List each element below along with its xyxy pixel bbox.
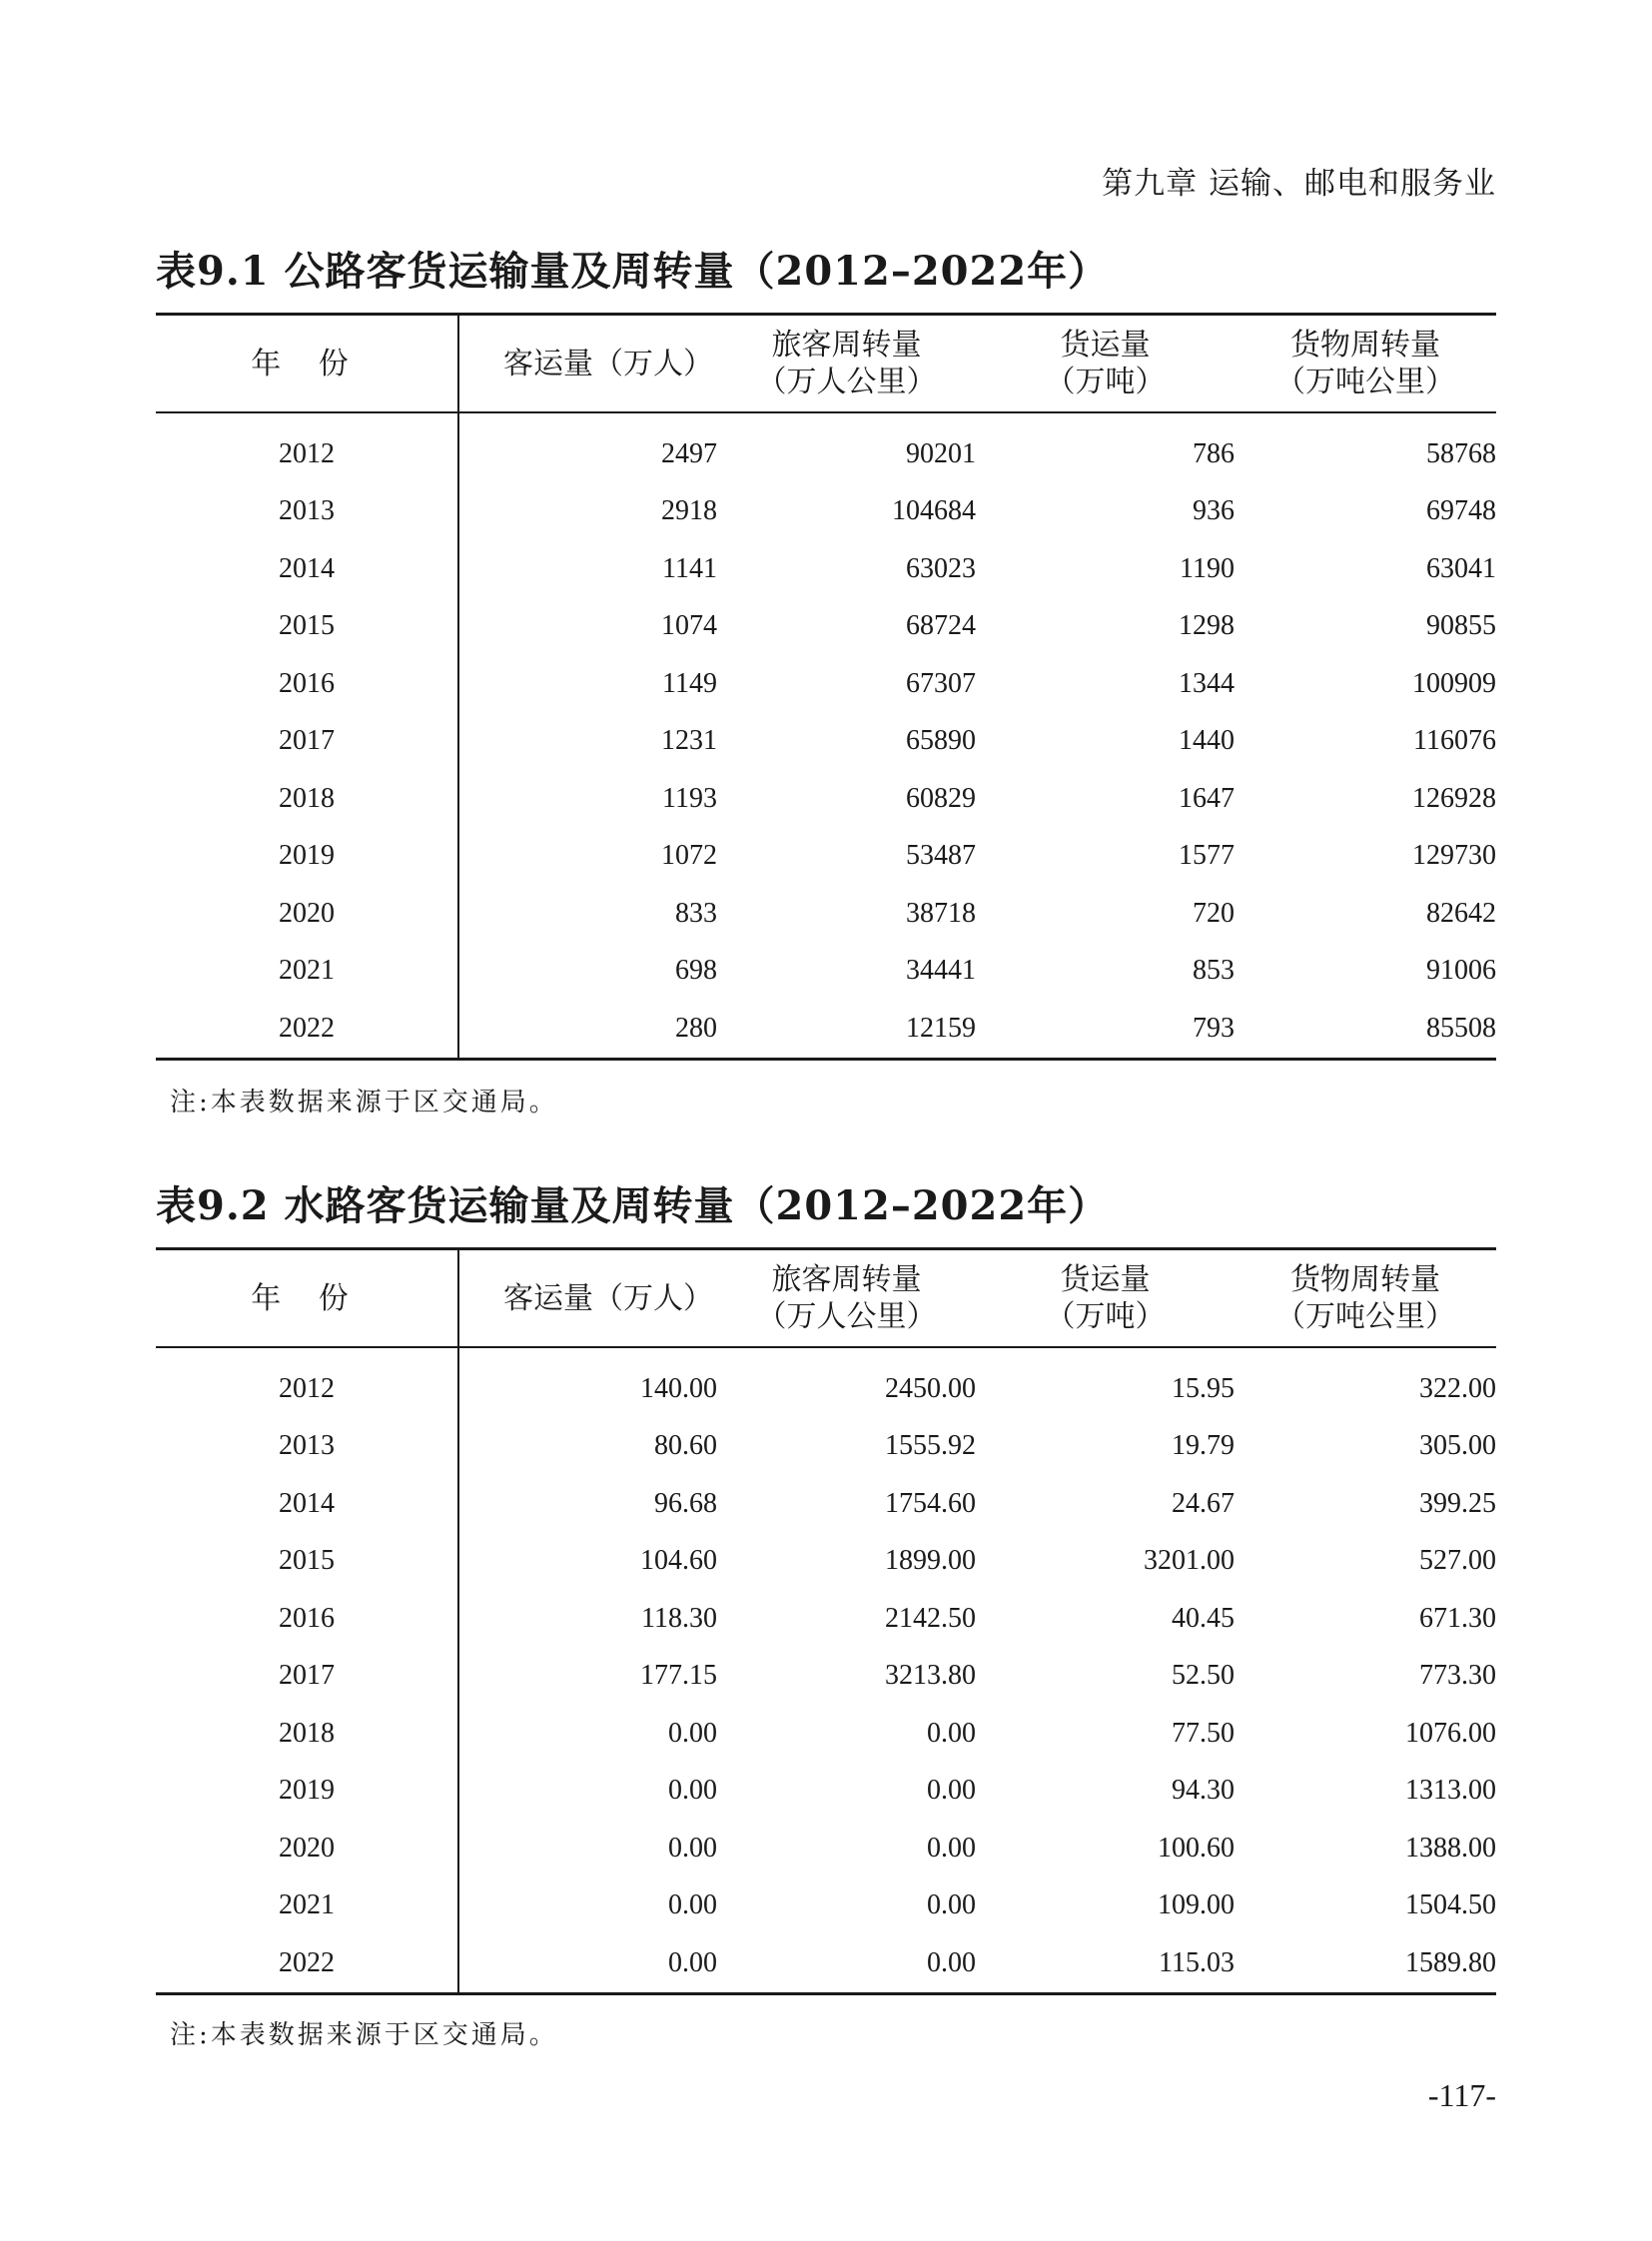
- passengers-cell: 0.00: [458, 1934, 717, 1993]
- page-number: -117-: [1427, 2077, 1496, 2113]
- table-row: [156, 1705, 1496, 1763]
- passengers-cell: 2918: [661, 495, 717, 527]
- passenger-km-cell: 0.00: [927, 1889, 976, 1921]
- year-cell: 2018: [156, 770, 458, 828]
- passengers-cell: 0.00: [668, 1775, 717, 1807]
- passengers-cell: 140.00: [640, 1372, 717, 1404]
- freight-km-cell: 69748: [1426, 495, 1496, 527]
- column-header-freight: [976, 315, 1235, 413]
- freight-cell: 24.67: [1172, 1487, 1235, 1519]
- column-header-freight-km: [1235, 1249, 1496, 1348]
- table-row: [156, 885, 1496, 943]
- passenger-km-cell: 1754.60: [885, 1487, 976, 1519]
- table-9-2: [156, 1247, 1496, 1995]
- freight-cell: 115.03: [976, 1934, 1235, 1993]
- freight-cell: 1577: [1179, 840, 1235, 872]
- passengers-cell: 1193: [662, 782, 717, 814]
- year-cell: 2014: [156, 1475, 458, 1533]
- freight-km-cell: 63041: [1426, 552, 1496, 584]
- column-header-line: 旅客周转量: [771, 328, 922, 363]
- freight-km-cell: 305.00: [1419, 1430, 1496, 1462]
- passenger-km-cell: 67307: [906, 667, 976, 699]
- passengers-cell: 1072: [661, 840, 717, 872]
- passenger-km-cell: 1555.92: [885, 1430, 976, 1462]
- passenger-km-cell: 0.00: [927, 1717, 976, 1749]
- passengers-cell: 104.60: [640, 1545, 717, 1577]
- table-body: [156, 412, 1496, 1059]
- column-header-passenger-km: [717, 315, 976, 413]
- table-row: [156, 770, 1496, 828]
- freight-cell: 100.60: [1158, 1832, 1235, 1864]
- table-row: [156, 1763, 1496, 1821]
- column-header-unit: （万吨公里）: [1275, 1299, 1455, 1334]
- passenger-km-cell: 2450.00: [885, 1372, 976, 1404]
- freight-km-cell: 773.30: [1419, 1660, 1496, 1692]
- year-cell: 2015: [156, 1533, 458, 1591]
- column-header-unit: （万吨）: [1045, 365, 1166, 399]
- passenger-km-cell: 38718: [906, 897, 976, 929]
- passengers-cell: 833: [675, 897, 717, 929]
- passenger-km-cell: 68724: [906, 610, 976, 642]
- freight-cell: 1344: [1179, 667, 1235, 699]
- passenger-km-cell: 2142.50: [885, 1602, 976, 1634]
- table-row: [156, 540, 1496, 598]
- table-header-row: [156, 1249, 1496, 1348]
- freight-cell: 3201.00: [1144, 1545, 1235, 1577]
- passengers-cell: 177.15: [640, 1660, 717, 1692]
- freight-cell: 94.30: [1172, 1775, 1235, 1807]
- freight-km-cell: 100909: [1412, 667, 1496, 699]
- table-row: [156, 655, 1496, 713]
- passengers-cell: 698: [675, 955, 717, 987]
- freight-cell: 19.79: [1172, 1430, 1235, 1462]
- freight-cell: 77.50: [1172, 1717, 1235, 1749]
- freight-cell: 720: [1193, 897, 1235, 929]
- column-header-passengers: 客运量（万人）: [458, 1249, 717, 1348]
- table-note: 注:本表数据来源于区交通局。: [170, 1088, 558, 1118]
- freight-km-cell: 82642: [1426, 897, 1496, 929]
- column-header-line: 货物周转量: [1290, 328, 1440, 363]
- freight-km-cell: 90855: [1426, 610, 1496, 642]
- year-cell: 2017: [156, 713, 458, 771]
- column-header-unit: （万吨公里）: [1275, 365, 1455, 399]
- column-header-passengers: 客运量（万人）: [458, 315, 717, 413]
- freight-cell: 1440: [1179, 725, 1235, 757]
- freight-cell: 1190: [1180, 552, 1235, 584]
- column-header-line: 旅客周转量: [771, 1262, 922, 1297]
- freight-km-cell: 58768: [1426, 437, 1496, 469]
- freight-cell: 1298: [1179, 610, 1235, 642]
- freight-km-cell: 85508: [1235, 1000, 1496, 1059]
- freight-cell: 786: [1193, 437, 1235, 469]
- table-row: [156, 1934, 1496, 1993]
- table-note: 注:本表数据来源于区交通局。: [170, 2020, 558, 2050]
- freight-cell: 109.00: [1158, 1889, 1235, 1921]
- freight-km-cell: 671.30: [1419, 1602, 1496, 1634]
- column-header-freight: [976, 1249, 1235, 1348]
- table-row: [156, 1347, 1496, 1418]
- passengers-cell: 2497: [661, 437, 717, 469]
- column-header-freight-km: [1235, 315, 1496, 413]
- passengers-cell: 0.00: [668, 1832, 717, 1864]
- passenger-km-cell: 63023: [906, 552, 976, 584]
- year-cell: 2012: [156, 1347, 458, 1418]
- passenger-km-cell: 90201: [906, 437, 976, 469]
- table-row: [156, 1590, 1496, 1648]
- year-cell: 2013: [156, 483, 458, 541]
- freight-cell: 1647: [1179, 782, 1235, 814]
- column-header-year: 年 份: [156, 315, 458, 413]
- column-header-unit: （万吨）: [1045, 1299, 1166, 1334]
- year-cell: 2021: [156, 943, 458, 1001]
- table-body: [156, 1347, 1496, 1993]
- freight-km-cell: 527.00: [1419, 1545, 1496, 1577]
- year-cell: 2022: [156, 1000, 458, 1059]
- passenger-km-cell: 60829: [906, 782, 976, 814]
- year-cell: 2022: [156, 1934, 458, 1993]
- year-cell: 2021: [156, 1877, 458, 1935]
- table-header-row: [156, 315, 1496, 413]
- column-header-line: 货运量: [1060, 328, 1151, 363]
- freight-km-cell: 1589.80: [1235, 1934, 1496, 1993]
- column-header-unit: （万人公里）: [756, 1299, 937, 1334]
- freight-km-cell: 399.25: [1419, 1487, 1496, 1519]
- freight-km-cell: 1076.00: [1405, 1717, 1496, 1749]
- chapter-header: 第九章 运输、邮电和服务业: [1102, 166, 1496, 202]
- passengers-cell: 1141: [662, 552, 717, 584]
- passengers-cell: 1149: [662, 667, 717, 699]
- year-cell: 2016: [156, 655, 458, 713]
- freight-km-cell: 126928: [1412, 782, 1496, 814]
- passengers-cell: 0.00: [668, 1889, 717, 1921]
- passenger-km-cell: 53487: [906, 840, 976, 872]
- freight-km-cell: 91006: [1426, 955, 1496, 987]
- table-row: [156, 1000, 1496, 1059]
- freight-cell: 936: [1193, 495, 1235, 527]
- column-header-passenger-km: [717, 1249, 976, 1348]
- passenger-km-cell: 3213.80: [885, 1660, 976, 1692]
- year-cell: 2020: [156, 1820, 458, 1877]
- passenger-km-cell: 34441: [906, 955, 976, 987]
- year-cell: 2013: [156, 1418, 458, 1476]
- passengers-cell: 80.60: [654, 1430, 717, 1462]
- freight-cell: 793: [976, 1000, 1235, 1059]
- freight-km-cell: 322.00: [1419, 1372, 1496, 1404]
- year-cell: 2015: [156, 598, 458, 656]
- freight-km-cell: 1504.50: [1405, 1889, 1496, 1921]
- passengers-cell: 118.30: [641, 1602, 717, 1634]
- passenger-km-cell: 0.00: [927, 1775, 976, 1807]
- table-row: [156, 1820, 1496, 1877]
- table-row: [156, 1418, 1496, 1476]
- column-header-year: 年 份: [156, 1249, 458, 1348]
- passenger-km-cell: 1899.00: [885, 1545, 976, 1577]
- column-header-line: 货物周转量: [1290, 1262, 1440, 1297]
- passengers-cell: 0.00: [668, 1717, 717, 1749]
- freight-km-cell: 116076: [1413, 725, 1496, 757]
- freight-cell: 853: [1193, 955, 1235, 987]
- freight-cell: 15.95: [1172, 1372, 1235, 1404]
- year-cell: 2017: [156, 1648, 458, 1706]
- passenger-km-cell: 0.00: [927, 1832, 976, 1864]
- passenger-km-cell: 12159: [717, 1000, 976, 1059]
- passenger-km-cell: 104684: [892, 495, 976, 527]
- freight-cell: 52.50: [1172, 1660, 1235, 1692]
- passengers-cell: 1074: [661, 610, 717, 642]
- table-title-9-1: 表9.1 公路客货运输量及周转量（2012–2022年）: [156, 248, 1110, 295]
- year-cell: 2020: [156, 885, 458, 943]
- table-row: [156, 483, 1496, 541]
- freight-km-cell: 1388.00: [1405, 1832, 1496, 1864]
- table-row: [156, 412, 1496, 483]
- year-cell: 2019: [156, 1763, 458, 1821]
- table-title-9-2: 表9.2 水路客货运输量及周转量（2012–2022年）: [156, 1182, 1110, 1229]
- freight-km-cell: 1313.00: [1405, 1775, 1496, 1807]
- year-cell: 2019: [156, 828, 458, 886]
- passenger-km-cell: 0.00: [717, 1934, 976, 1993]
- passengers-cell: 96.68: [654, 1487, 717, 1519]
- table-row: [156, 1533, 1496, 1591]
- table-row: [156, 713, 1496, 771]
- table-row: [156, 1877, 1496, 1935]
- table-row: [156, 1648, 1496, 1706]
- table-9-1: [156, 313, 1496, 1061]
- passengers-cell: 1231: [661, 725, 717, 757]
- column-header-unit: （万人公里）: [756, 365, 937, 399]
- table-row: [156, 1475, 1496, 1533]
- freight-cell: 40.45: [1172, 1602, 1235, 1634]
- table-row: [156, 828, 1496, 886]
- freight-km-cell: 129730: [1412, 840, 1496, 872]
- passengers-cell: 280: [458, 1000, 717, 1059]
- year-cell: 2014: [156, 540, 458, 598]
- passenger-km-cell: 65890: [906, 725, 976, 757]
- column-header-line: 货运量: [1060, 1262, 1151, 1297]
- year-cell: 2012: [156, 412, 458, 483]
- table-row: [156, 943, 1496, 1001]
- table-row: [156, 598, 1496, 656]
- year-cell: 2016: [156, 1590, 458, 1648]
- year-cell: 2018: [156, 1705, 458, 1763]
